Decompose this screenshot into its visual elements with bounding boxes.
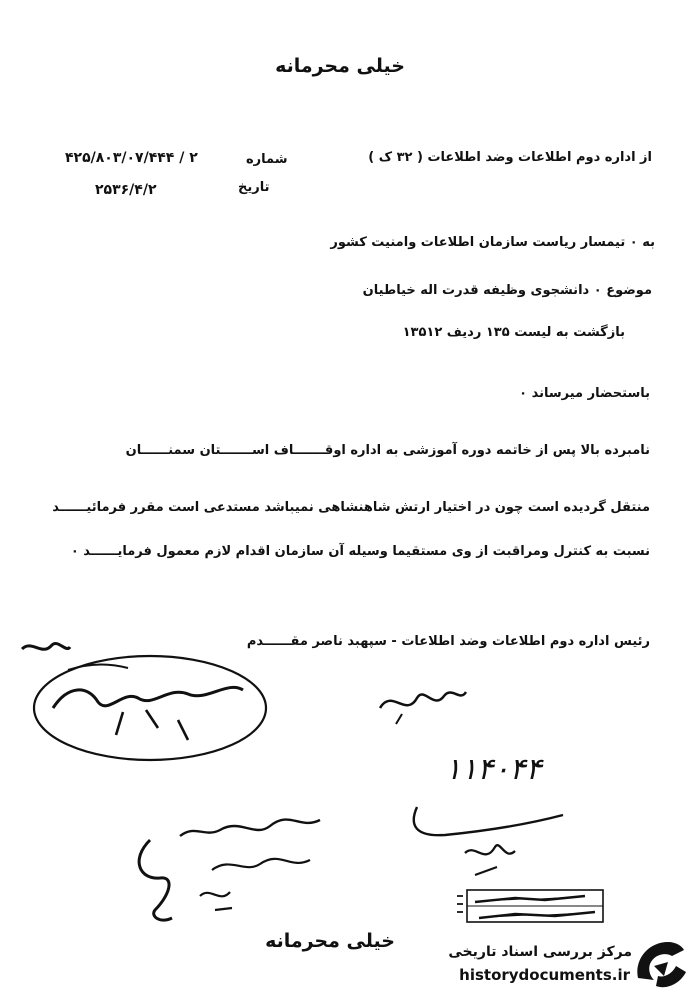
body-line-1: نامبرده بالا پس از خاتمه دوره آموزشی به اداره اوقـــــــاف اســـــــتان سمنــــــان xyxy=(125,443,650,458)
letter-number: ۴۲۵/۸۰۳/۰۷/۴۴۴ / ۲ xyxy=(65,150,198,166)
body-line-2: منتقل گردیده است چون در اختیار ارتش شاهنشاهی نمیباشد مستدعی است مقرر فرمائیــــــد xyxy=(52,500,650,515)
watermark-org-name: مرکز بررسی اسناد تاریخی xyxy=(448,944,632,960)
handwritten-note-icon xyxy=(372,678,472,726)
classification-title-bottom: خیلی محرمانه xyxy=(265,930,395,952)
archive-logo-icon xyxy=(632,936,690,994)
recipient-line: به ۰ تیمسار ریاست سازمان اطلاعات وامنیت کشور xyxy=(330,235,655,250)
registry-stamp-icon xyxy=(455,888,605,924)
reference-line: بازگشت به لیست ۱۳۵ ردیف ۱۳۵۱۲ xyxy=(402,325,625,340)
sender-department: از اداره دوم اطلاعات وضد اطلاعات ( ۳۲ ک ) xyxy=(368,150,652,165)
handwritten-annotation-icon xyxy=(120,800,335,940)
subject-line: موضوع ۰ دانشجوی وظیفه قدرت اله خیاطیان xyxy=(362,283,652,298)
handwritten-mark-icon xyxy=(405,795,570,885)
classification-title-top: خیلی محرمانه xyxy=(275,55,405,77)
signature-block: رئیس اداره دوم اطلاعات وضد اطلاعات - سپهبد ناصر مقــــــدم xyxy=(246,634,650,649)
scribble-icon xyxy=(18,635,73,663)
watermark-url: historydocuments.ir xyxy=(459,966,630,984)
letter-date: ۲۵۳۶/۴/۲ xyxy=(95,182,157,198)
signature-oval-icon xyxy=(28,650,273,770)
number-label: شماره xyxy=(246,152,288,167)
body-line-3: نسبت به کنترل ومراقبت از وی مستقیما وسیله آن سازمان اقدام لازم معمول فرمایــــــد ۰ xyxy=(70,544,650,559)
date-label: تاریخ xyxy=(238,180,270,195)
intro-line: باستحضار میرساند ۰ xyxy=(519,386,650,401)
handwritten-number: ۱۱۴۰۴۴ xyxy=(445,752,542,787)
